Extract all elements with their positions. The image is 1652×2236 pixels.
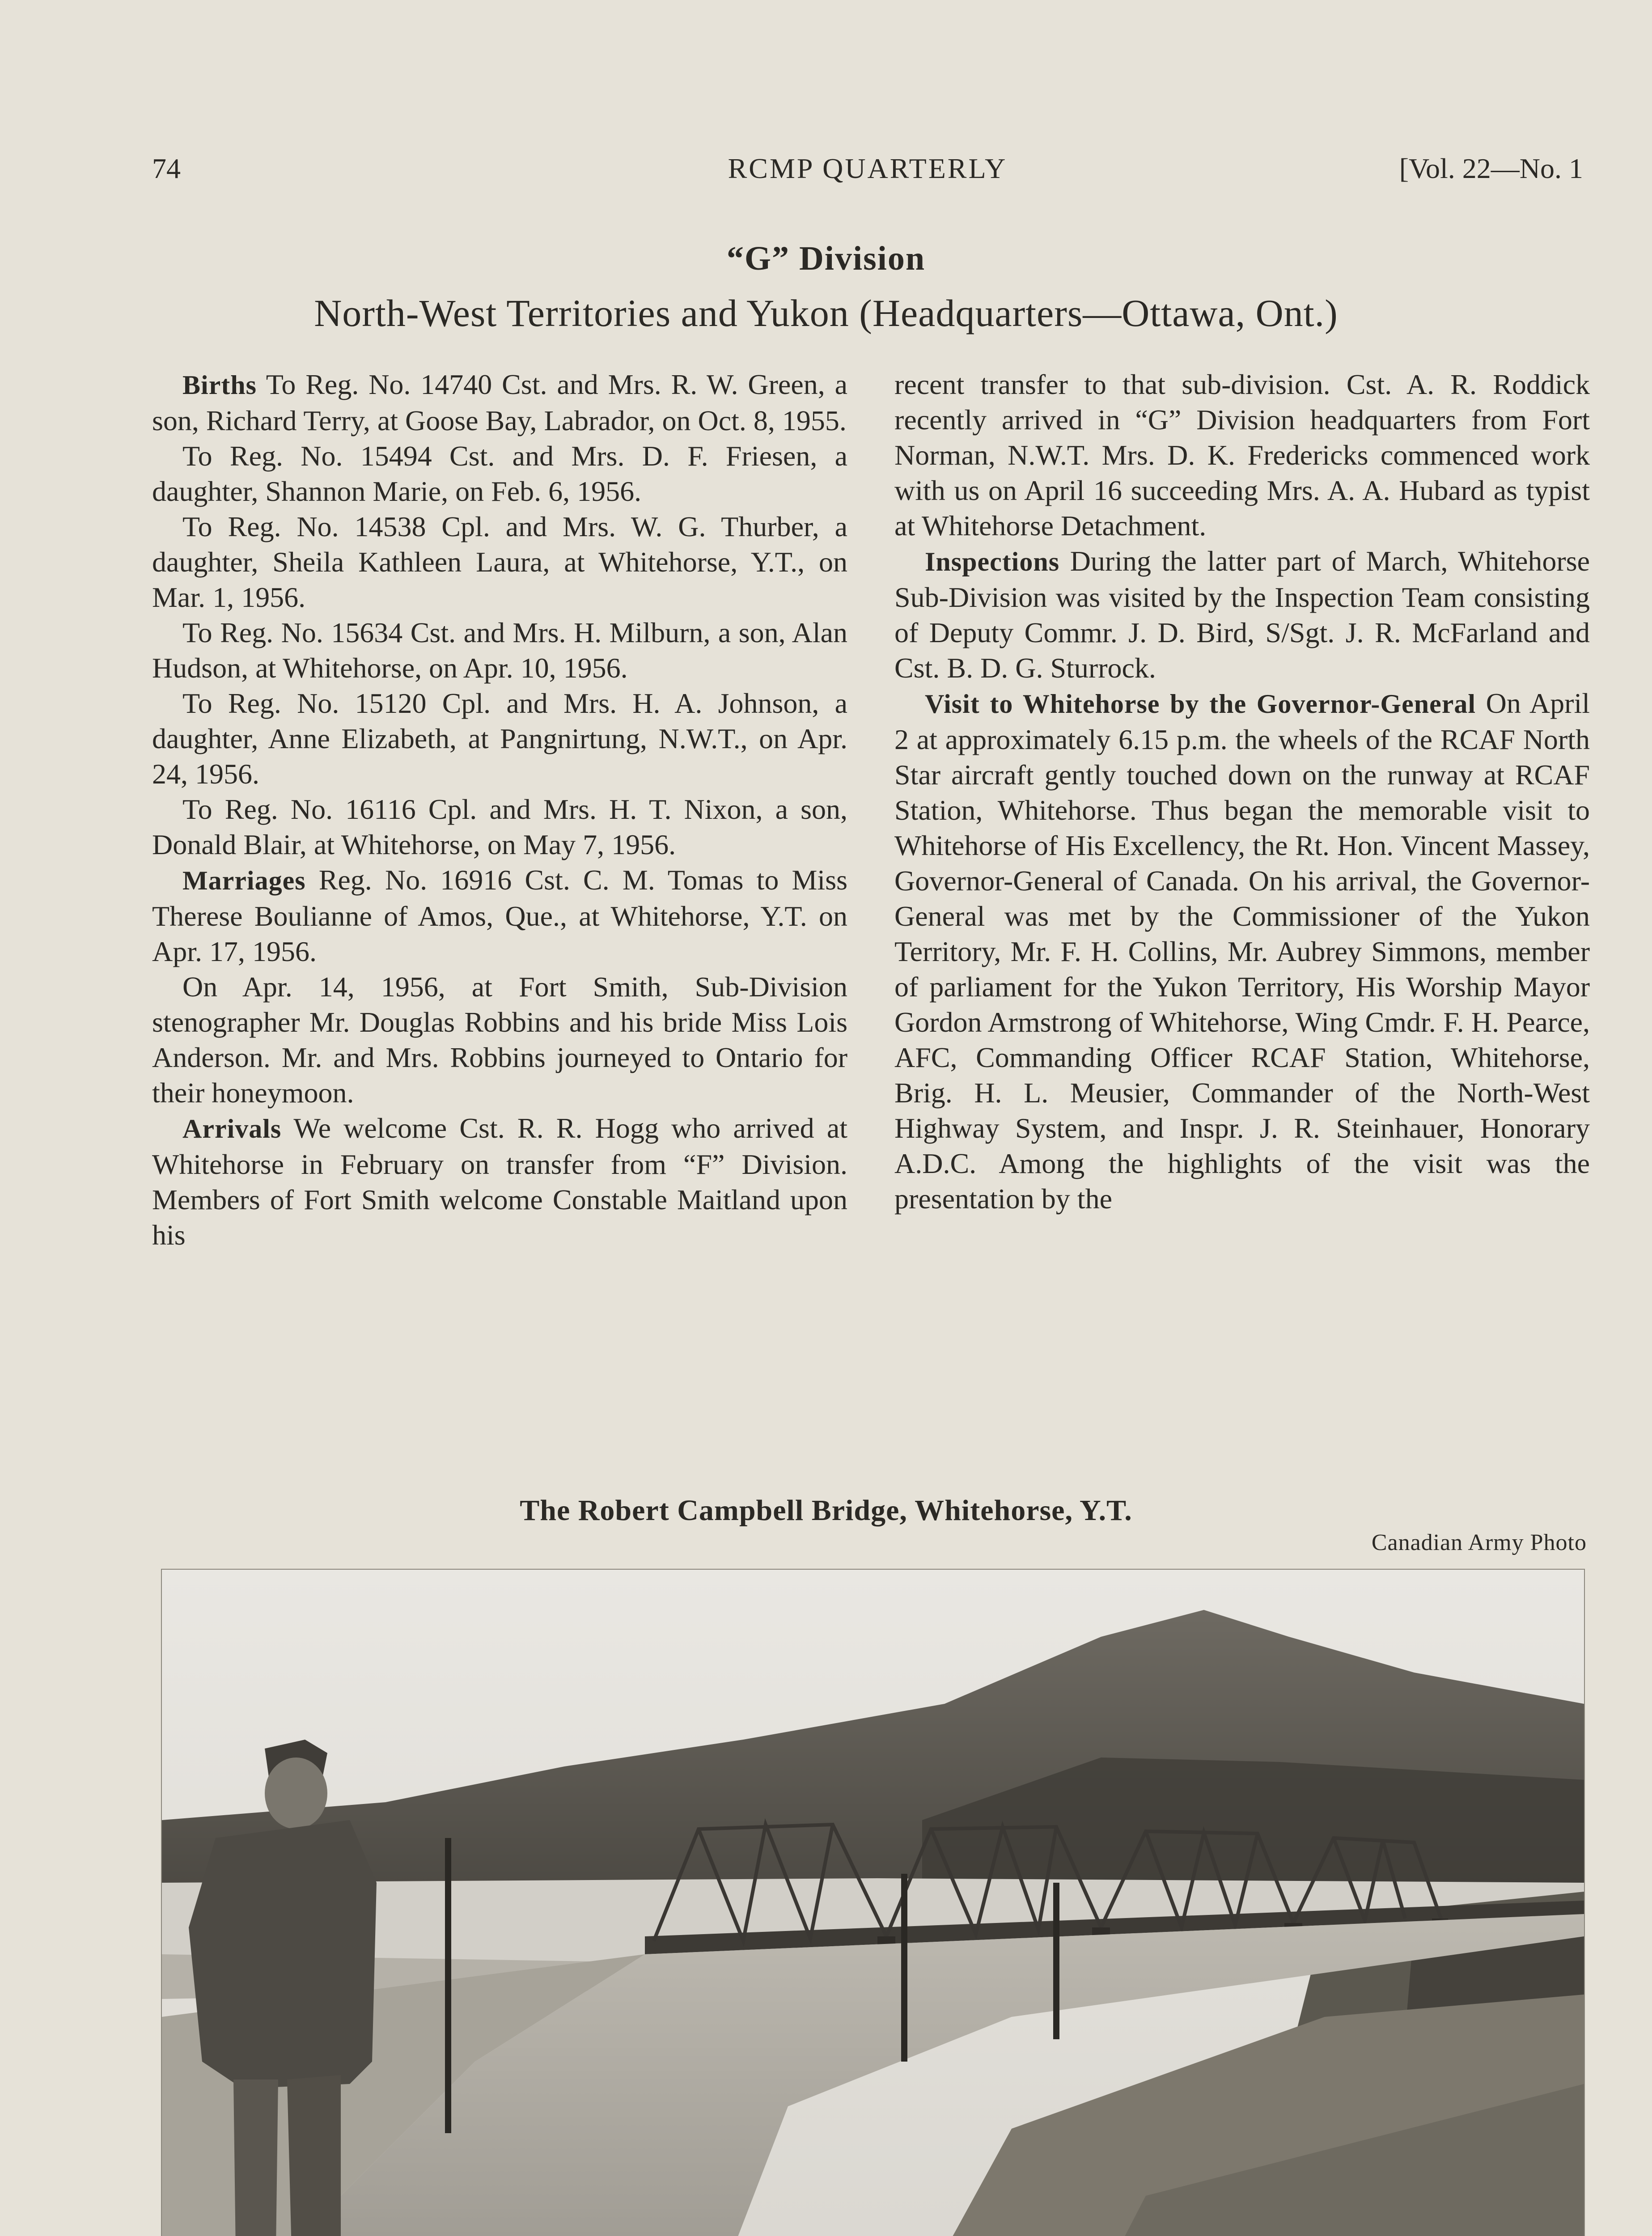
paragraph-text: Reg. No. 16916 Cst. C. M. Tomas to Miss Therese Boulianne of Amos, Que., at Whitehorse, Y.T. on Apr. 17, 1956. <box>152 864 848 967</box>
paragraph <box>894 686 1590 1216</box>
bridge-photo-illustration <box>162 1570 1584 2236</box>
bridge-photo <box>161 1569 1585 2236</box>
paragraph <box>152 1110 847 1253</box>
section-heading-marriages: Marriages <box>182 866 306 895</box>
photo-caption: The Robert Campbell Bridge, Whitehorse, Y.T. <box>520 1494 1132 1527</box>
paragraph-text: To Reg. No. 14740 Cst. and Mrs. R. W. Green, a son, Richard Terry, at Goose Bay, Labrador, on Oct. 8, 1955. <box>152 368 848 436</box>
paragraph: recent transfer to that sub-division. Cst. A. R. Roddick recently arrived in “G” Division headquarters from Fort Norman, N.W.T. Mrs. D. K. Fredericks commenced work with us on April 16 succeeding Mrs. A. A. Hubard as typist at Whitehorse Detachment. <box>894 368 1590 542</box>
paragraph-text: We welcome Cst. R. R. Hogg who arrived at Whitehorse in February on transfer from “F” Division. Members of Fort Smith welcome Constable Maitland upon his <box>152 1112 848 1251</box>
division-title: “G” Division <box>726 240 926 277</box>
paragraph: To Reg. No. 15120 Cpl. and Mrs. H. A. Johnson, a daughter, Anne Elizabeth, at Pangnirtung, N.W.T., on Apr. 24, 1956. <box>152 687 847 790</box>
section-heading-visit: Visit to Whitehorse by the Governor-General <box>925 689 1476 719</box>
section-heading-births: Births <box>182 370 257 400</box>
paragraph <box>152 367 847 438</box>
right-column <box>894 367 1590 1216</box>
paragraph: To Reg. No. 15494 Cst. and Mrs. D. F. Friesen, a daughter, Shannon Marie, on Feb. 6, 1956. <box>152 440 847 507</box>
paragraph: To Reg. No. 15634 Cst. and Mrs. H. Milburn, a son, Alan Hudson, at Whitehorse, on Apr. 10, 1956. <box>152 617 847 684</box>
section-heading-arrivals: Arrivals <box>182 1114 282 1143</box>
paragraph-text: On April 2 at approximately 6.15 p.m. the wheels of the RCAF North Star aircraft gently touched down on the runway at RCAF Station, Whitehorse. Thus began the memorable visit to Whitehorse of His Excellency, the Rt. Hon. Vincent Massey, Governor-General of Canada. On his arrival, the Governor-General was met by the Commissioner of the Yukon Territory, Mr. F. H. Collins, Mr. Aubrey Simmons, member of parliament for the Yukon Territory, His Worship Mayor Gordon Armstrong of Whitehorse, Wing Cmdr. F. H. Pearce, AFC, Commanding Officer RCAF Station, Whitehorse, Brig. H. L. Meusier, Commander of the North-West Highway System, and Inspr. J. R. Steinhauer, Honorary A.D.C. Among the highlights of the visit was the presentation by the <box>894 687 1590 1215</box>
division-subtitle: North-West Territories and Yukon (Headquarters—Ottawa, Ont.) <box>314 292 1338 335</box>
volume-number: [Vol. 22—No. 1 <box>1399 152 1583 184</box>
photo-credit: Canadian Army Photo <box>1371 1530 1587 1555</box>
paragraph: On Apr. 14, 1956, at Fort Smith, Sub-Division stenographer Mr. Douglas Robbins and his bride Miss Lois Anderson. Mr. and Mrs. Robbins journeyed to Ontario for their honeymoon. <box>152 971 847 1109</box>
paragraph <box>894 543 1590 686</box>
page-number: 74 <box>152 152 181 184</box>
journal-title: RCMP QUARTERLY <box>728 152 1008 184</box>
paragraph: To Reg. No. 14538 Cpl. and Mrs. W. G. Thurber, a daughter, Sheila Kathleen Laura, at Whitehorse, Y.T., on Mar. 1, 1956. <box>152 511 847 613</box>
paragraph: To Reg. No. 16116 Cpl. and Mrs. H. T. Nixon, a son, Donald Blair, at Whitehorse, on May 7, 1956. <box>152 793 847 860</box>
paragraph-text: During the latter part of March, Whitehorse Sub-Division was visited by the Inspection Team consisting of Deputy Commr. J. D. Bird, S/Sgt. J. R. McFarland and Cst. B. D. G. Sturrock. <box>894 545 1590 684</box>
section-heading-inspections: Inspections <box>925 547 1060 576</box>
paragraph <box>152 862 847 969</box>
running-header <box>152 152 1583 192</box>
left-column <box>152 367 847 1253</box>
